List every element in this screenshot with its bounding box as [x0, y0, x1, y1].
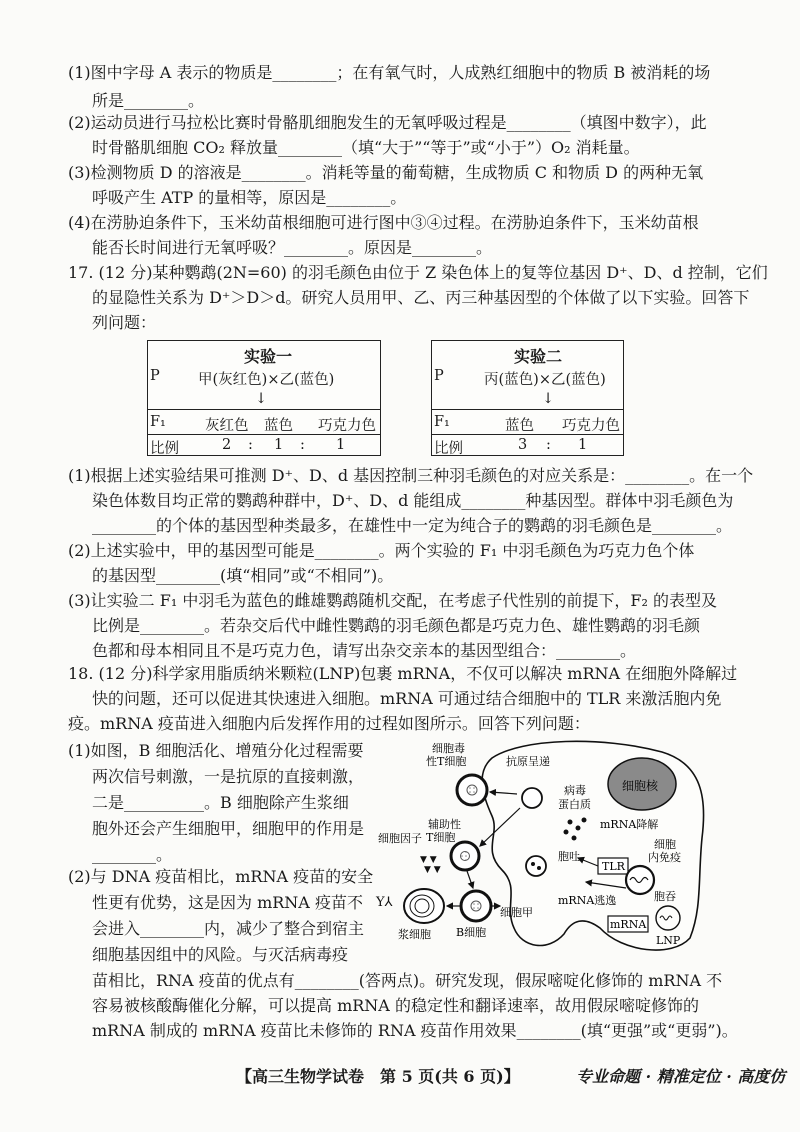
label-tcell-a: 细胞毒	[432, 742, 465, 755]
label-cytokine: 细胞因子	[378, 832, 422, 845]
q17-s2-line2: 的基因型________(填“相同”或“不相同”)。	[92, 566, 394, 585]
exp2-pheno-2: 巧克力色	[562, 418, 620, 434]
q18-stem-line1: 18. (12 分)科学家用脂质纳米颗粒(LNP)包裹 mRNA，不仅可以解决 mRNA 在细胞外降解过	[68, 664, 738, 683]
label-tcell-b: 性T细胞	[426, 755, 467, 768]
q18-s2-line3: 会进入________内，减少了整合到宿主	[92, 919, 365, 938]
exp2-ratio-sep: :	[546, 437, 551, 453]
exp1-ratio-1: 2	[222, 437, 232, 453]
exp2-divider-2	[432, 434, 623, 435]
svg-text:▼ ▼: ▼ ▼	[420, 855, 437, 865]
exp1-arrow: ↓	[255, 391, 268, 407]
label-cellimm-b: 内免疫	[648, 851, 681, 864]
q17-s3-line3: 色都和母本相同且不是巧克力色，请写出杂交亲本的基因型组合：________。	[92, 641, 637, 660]
label-plasma: 浆细胞	[398, 928, 431, 941]
exp2-divider	[432, 409, 623, 410]
exp1-pheno-2: 蓝色	[264, 418, 293, 434]
footer-title: 【高三生物学试卷 第 5 页(共 6 页)】	[236, 1067, 520, 1086]
exp2-arrow: ↓	[542, 391, 555, 407]
label-tlr: TLR	[602, 860, 625, 873]
q16-s2-line2: 时骨骼肌细胞 CO₂ 释放量________（填“大于”“等于”或“小于”）O₂ 消耗量。	[92, 138, 640, 157]
q18-s1-line2: 两次信号刺激，一是抗原的直接刺激，	[92, 767, 365, 786]
q18-s2-line4: 细胞基因组中的风险。与灭活病毒疫	[92, 945, 349, 964]
q16-s1-line1: (1)图中字母 A 表示的物质是________；在有氧气时，人成熟红细胞中的物质 B 被消耗的场	[68, 63, 711, 82]
exp2-pheno-1: 蓝色	[505, 418, 534, 434]
label-antigen-present: 抗原呈递	[506, 755, 550, 768]
svg-text:▼ ▼: ▼ ▼	[424, 865, 441, 875]
mrna-vaccine-diagram	[372, 738, 712, 970]
label-lnp: LNP	[656, 934, 681, 947]
q18-s2-line5: 苗相比，RNA 疫苗的优点有________(答两点)。研究发现，假尿嘧啶化修饰的 mRNA 不	[92, 971, 723, 990]
exp2-ratio-label: 比例	[434, 441, 463, 457]
exp2-ratio-2: 1	[578, 437, 588, 453]
q16-s1-line2: 所是________。	[92, 91, 205, 110]
exp2-p-label: P	[434, 368, 444, 384]
q18-s2-line2: 性更有优势，这是因为 mRNA 疫苗不	[92, 893, 363, 912]
exp1-f1-label: F₁	[150, 414, 166, 430]
exp1-pheno-1: 灰红色	[205, 418, 249, 434]
label-endocytosis: 胞吞	[654, 890, 676, 903]
label-bcell: B细胞	[456, 926, 487, 939]
q18-s2-line1: (2)与 DNA 疫苗相比，mRNA 疫苗的安全	[68, 867, 374, 886]
q16-s3-line2: 呼吸产生 ATP 的量相等，原因是________。	[92, 188, 407, 207]
label-escape: mRNA逃逸	[558, 894, 617, 907]
exp1-divider	[148, 409, 380, 410]
q18-s1-line4: 胞外还会产生细胞甲，细胞甲的作用是	[92, 819, 365, 838]
q16-s3-line1: (3)检测物质 D 的溶液是________。消耗等量的葡萄糖，生成物质 C 和物质 D 的两种无氧	[68, 163, 704, 182]
cytotoxic-t-cell-nucleus	[467, 785, 477, 795]
q18-stem-line3: 疫。mRNA 疫苗进入细胞内后发挥作用的过程如图所示。回答下列问题：	[68, 714, 590, 733]
exp1-ratio-label: 比例	[150, 441, 179, 457]
q16-s4-line1: (4)在涝胁迫条件下，玉米幼苗根细胞可进行图中③④过程。在涝胁迫条件下，玉米幼苗根	[68, 213, 699, 232]
q16-s2-line1: (2)运动员进行马拉松比赛时骨骼肌细胞发生的无氧呼吸过程是________（填图中数字），此	[68, 113, 707, 132]
experiment-one-title: 实验一	[244, 347, 293, 366]
exp1-p-label: P	[150, 368, 160, 384]
exp1-ratio-3: 1	[336, 437, 346, 453]
experiment-two-box	[431, 340, 624, 456]
experiment-one-box	[147, 340, 381, 456]
label-helper-b: T细胞	[426, 831, 456, 844]
q18-stem-line2: 快的问题，还可以促进其快速进入细胞。mRNA 可通过结合细胞中的 TLR 来激活胞内免	[92, 689, 722, 708]
q17-s1-line2: 染色体数目均正常的鹦鹉种群中，D⁺、D、d 能组成________种基因型。群体中羽毛颜色为	[92, 491, 734, 510]
exp2-ratio-1: 3	[518, 437, 528, 453]
q18-s2-line7: mRNA 制成的 mRNA 疫苗比未修饰的 RNA 疫苗作用效果________(填“更强”或“更弱”)。	[92, 1021, 738, 1040]
q18-s1-line3: 二是__________。B 细胞除产生浆细	[92, 793, 349, 812]
label-exocytosis: 胞吐	[558, 850, 580, 863]
exp1-ratio-sep-2: :	[300, 437, 305, 453]
exp1-cross: 甲(灰红色)×乙(蓝色)	[198, 372, 335, 388]
label-cell-jia: 细胞甲	[500, 906, 533, 919]
q16-s4-line2: 能否长时间进行无氧呼吸？________。原因是________。	[92, 238, 493, 257]
q18-s1-line1: (1)如图，B 细胞活化、增殖分化过程需要	[68, 741, 364, 760]
exp1-divider-2	[148, 434, 380, 435]
label-cellimm-a: 细胞	[654, 838, 676, 851]
exp2-f1-label: F₁	[434, 414, 450, 430]
exp1-pheno-3: 巧克力色	[318, 418, 376, 434]
label-helper-a: 辅助性	[428, 818, 461, 831]
experiment-two-title: 实验二	[514, 347, 563, 366]
presented-antigen	[522, 788, 542, 808]
label-mrna: mRNA	[610, 918, 647, 931]
q17-stem-line1: 17. (12 分)某种鹦鹉(2N=60) 的羽毛颜色由位于 Z 染色体上的复等位基因 D⁺、D、d 控制，它们	[68, 263, 768, 282]
exp2-cross: 丙(蓝色)×乙(蓝色)	[484, 372, 606, 388]
q17-s3-line2: 比例是________。若杂交后代中雌性鹦鹉的羽毛颜色都是巧克力色、雄性鹦鹉的羽毛颜	[92, 616, 701, 635]
q17-s1-line1: (1)根据上述实验结果可推测 D⁺、D、d 基因控制三种羽毛颜色的对应关系是：________。在一个	[68, 466, 754, 485]
q17-s2-line1: (2)上述实验中，甲的基因型可能是________。两个实验的 F₁ 中羽毛颜色为巧克力色个体	[68, 541, 695, 560]
label-nucleus: 细胞核	[622, 779, 659, 793]
label-virus-b: 蛋白质	[558, 798, 591, 811]
q18-s1-line5: ________。	[92, 845, 173, 864]
antibody-icon: Y⅄	[376, 895, 393, 910]
exp1-ratio-sep-1: :	[248, 437, 253, 453]
exp1-ratio-2: 1	[274, 437, 284, 453]
label-mrna-degrade: mRNA降解	[600, 818, 659, 831]
q17-stem-line2: 的显隐性关系为 D⁺＞D＞d。研究人员用甲、乙、丙三种基因型的个体做了以下实验。回答下	[92, 288, 750, 307]
q17-s1-line3: ________的个体的基因型种类最多，在雄性中一定为纯合子的鹦鹉的羽毛颜色是________。	[92, 516, 733, 535]
footer-slogan: 专业命题 · 精准定位 · 高度仿	[576, 1067, 786, 1086]
label-virus-a: 病毒	[564, 784, 586, 797]
q17-s3-line1: (3)让实验二 F₁ 中羽毛为蓝色的雌雄鹦鹉随机交配，在考虑子代性别的前提下，F₂ 的表型及	[68, 591, 717, 610]
q17-stem-line3: 列问题：	[92, 313, 157, 332]
q18-s2-line6: 容易被核酸酶催化分解，可以提高 mRNA 的稳定性和翻译速率，故用假尿嘧啶修饰的	[92, 996, 699, 1015]
